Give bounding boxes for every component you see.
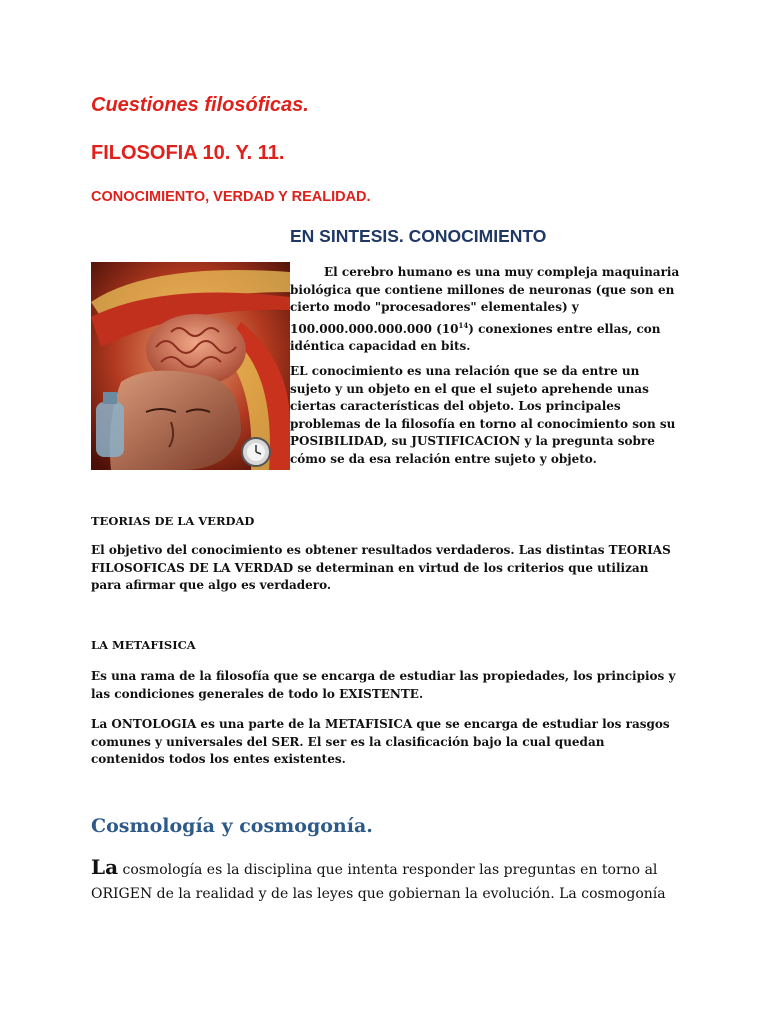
brain-illustration-icon <box>91 262 290 470</box>
brain-exponent: 14 <box>458 320 469 330</box>
cosmology-heading: Cosmología y cosmogonía. <box>91 815 373 837</box>
metaphysics-paragraph: Es una rama de la filosofía que se encarga de estudiar las propiedades, los principios y las condiciones generales de todo lo EXISTENTE. <box>91 669 676 701</box>
ontology-paragraph: La ONTOLOGIA es una parte de la METAFISICA que se encarga de estudiar los rasgos comunes y universales del SER. El ser es la clasificación bajo la cual quedan contenidos todos los entes existentes. <box>91 717 670 766</box>
brain-paragraph <box>290 264 680 356</box>
synthesis-heading: EN SINTESIS. CONOCIMIENTO <box>290 226 547 246</box>
cosmology-lead: La <box>91 855 119 879</box>
document-topic: CONOCIMIENTO, VERDAD Y REALIDAD. <box>91 189 371 205</box>
brain-text-end: ) conexiones entre ellas, con idéntica capacidad en bits. <box>290 321 661 353</box>
knowledge-paragraph <box>290 363 680 468</box>
cosmology-paragraph <box>91 855 691 906</box>
knowledge-text: EL conocimiento es una relación que se da entre un sujeto y un objeto en el que el sujeto aprehende unas ciertas características del objeto. Los principales problemas de la filosofía en torno al conocimiento son su POSIBILIDAD, su JUSTIFICACION y la pregunta sobre cómo se da esa relación entre sujeto y objeto. <box>290 364 676 466</box>
document-title: Cuestiones filosóficas. <box>91 94 309 116</box>
metaphysics-heading: LA METAFISICA <box>91 638 196 652</box>
cosmology-text: cosmología es la disciplina que intenta responder las preguntas en torno al ORIGEN de la realidad y de las leyes que gobiernan la evolución. La cosmogonía <box>91 862 666 902</box>
brain-text-start: El cerebro humano es una muy compleja maquinaria biológica que contiene millones de neuronas (que son en cierto modo "procesadores" elementales) y 100.000.000.000.000 (10 <box>290 265 680 336</box>
document-subtitle: FILOSOFIA 10. Y. 11. <box>91 142 285 164</box>
truth-heading: TEORIAS DE LA VERDAD <box>91 514 255 528</box>
truth-paragraph: El objetivo del conocimiento es obtener resultados verdaderos. Las distintas TEORIAS FILOSOFICAS DE LA VERDAD se determinan en virtud de los criterios que utilizan para afirmar que algo es verdadero. <box>91 543 671 592</box>
